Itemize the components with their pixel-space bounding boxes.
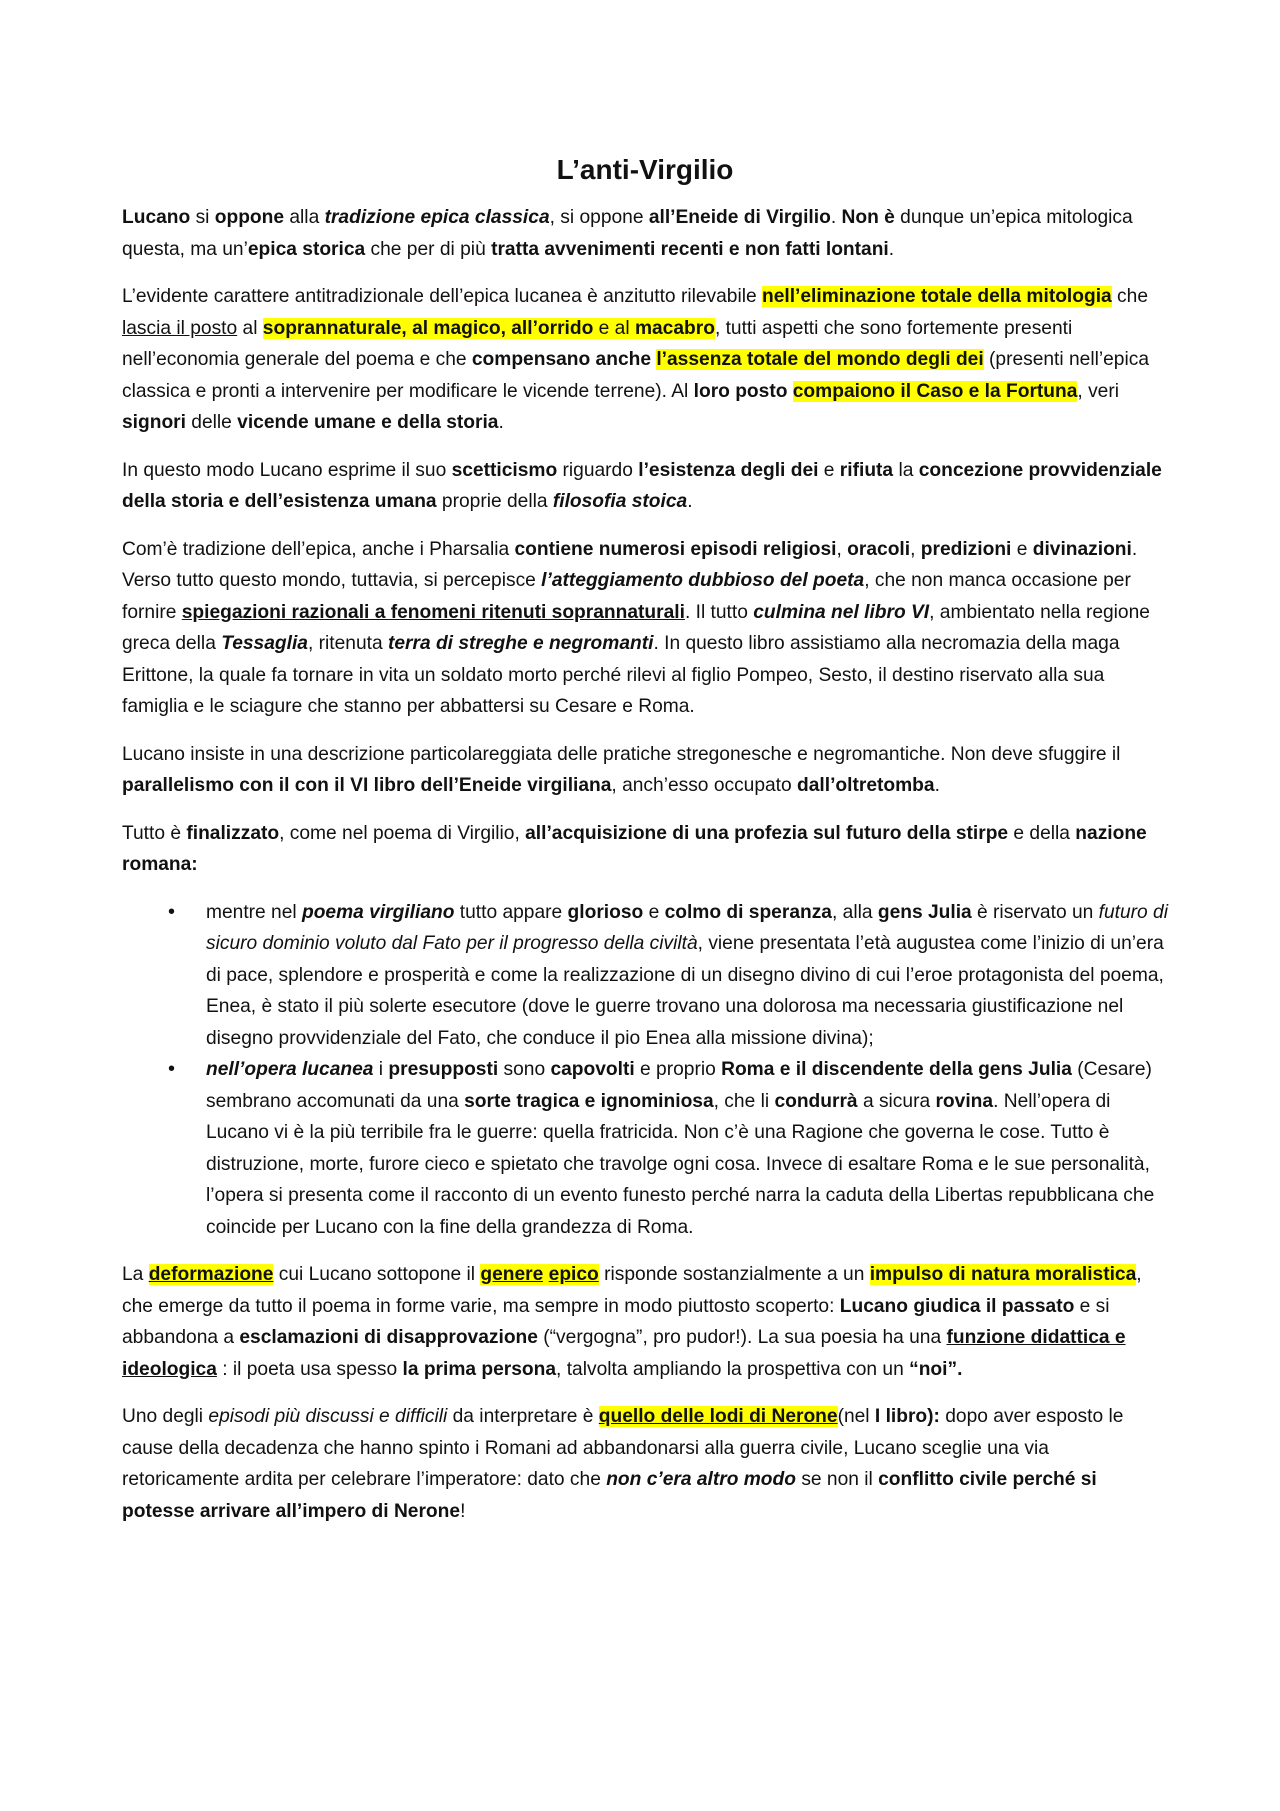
- paragraph-nero: [122, 1401, 1168, 1527]
- text-run: cui Lucano sottopone il: [273, 1264, 481, 1285]
- text-run: . In questo libro assistiamo alla necromazia della maga Erittone, la quale fa tornare in vita un soldato morto perché rilevi al figlio Pompeo, Sesto, il destino riservato alla sua famiglia e le sciagure che stanno per abbattersi su Cesare e Roma.: [122, 633, 1120, 717]
- text-run: l’esistenza degli dei: [638, 459, 819, 481]
- text-run: presupposti: [388, 1059, 499, 1080]
- text-run: all’Eneide di Virgilio: [648, 207, 831, 228]
- text-run: nazione romana:: [122, 822, 1147, 875]
- text-run: la: [893, 459, 919, 481]
- text-run: è riservato un: [971, 901, 1099, 923]
- text-run: dall’oltretomba: [797, 775, 935, 796]
- text-run: da interpretare è: [447, 1406, 599, 1427]
- text-run: a sicura: [857, 1090, 936, 1112]
- text-run: glorioso: [567, 901, 644, 923]
- text-run: contiene numerosi episodi religiosi: [514, 538, 837, 560]
- highlight: [593, 318, 635, 339]
- text-run: La: [122, 1264, 149, 1285]
- text-run: , alla: [831, 901, 878, 923]
- text-run: : il poeta usa spesso: [216, 1358, 403, 1380]
- highlight: [263, 318, 594, 339]
- text-run: all’acquisizione di una profezia sul futuro della stirpe: [525, 822, 1009, 844]
- paragraph-deformation: [122, 1259, 1168, 1385]
- text-run: la prima persona: [402, 1358, 557, 1380]
- paragraph-intro: [122, 202, 1168, 265]
- text-run: e: [818, 459, 840, 481]
- text-run: oppone: [214, 207, 285, 228]
- text-run: mentre nel: [206, 901, 302, 923]
- text-run: e proprio: [634, 1059, 722, 1080]
- text-run: colmo di speranza: [664, 901, 832, 923]
- text-run: che: [1111, 286, 1148, 307]
- text-run: . Verso tutto questo mondo, tuttavia, si percepisce: [122, 538, 1138, 591]
- text-run: , si oppone: [549, 207, 649, 228]
- text-run: che per di più: [365, 238, 492, 260]
- text-run: episodi più discussi e difficili: [208, 1406, 448, 1427]
- text-run: , veri: [1077, 380, 1120, 402]
- text-run: tratta avvenimenti recenti e non fatti lontani: [491, 238, 889, 260]
- document-page: [122, 150, 1168, 1543]
- text-run: (nel: [837, 1406, 875, 1427]
- comparison-list: [122, 897, 1168, 1244]
- highlight: [762, 286, 1112, 307]
- text-run: e si abbandona a: [122, 1295, 1110, 1348]
- text-run: futuro di sicuro dominio voluto dal Fato per il progresso della civiltà: [206, 901, 1168, 954]
- text-run: rovina: [935, 1090, 994, 1112]
- text-run: (Cesare) sembrano accomunati da una: [206, 1059, 1152, 1112]
- text-run: esclamazioni di disapprovazione: [239, 1327, 538, 1348]
- text-run: !: [460, 1500, 466, 1522]
- text-run: Uno degli: [122, 1406, 209, 1427]
- text-run: loro posto: [693, 380, 793, 402]
- text-run: e: [1011, 538, 1033, 560]
- text-run: riguardo: [557, 459, 639, 481]
- list-item-lucan: [206, 1054, 1168, 1243]
- paragraph-mythology: [122, 281, 1168, 439]
- highlight: [149, 1264, 274, 1285]
- text-run: gens Julia: [877, 901, 972, 923]
- text-run: concezione provvidenziale della storia e dell’esistenza umana: [122, 459, 1162, 512]
- text-run: . Nell’opera di Lucano vi è la più terribile fra le guerre: quella fratricida. Non c’è una Ragione che governa le cose. Tutto è distruzione, morte, furore cieco e spietato che travolge ogni cosa. Invece di esaltare Roma e le sue personalità, l’opera si presenta come il racconto di un evento funesto perché narra la caduta della Libertas repubblicana che coincide per Lucano con la fine della grandezza di Roma.: [206, 1090, 1155, 1238]
- text-run: si: [190, 207, 215, 228]
- text-run: divinazioni: [1032, 538, 1132, 560]
- text-run: soprannaturale, al magico, all’orrido: [262, 317, 594, 339]
- text-run: proprie della: [436, 491, 553, 512]
- text-run: Lucano insiste in una descrizione particolareggiata delle pratiche stregonesche e negromantiche. Non deve sfuggire il: [122, 743, 1121, 765]
- paragraph-skepticism: [122, 455, 1168, 518]
- text-run: epico: [548, 1264, 599, 1285]
- text-run: rifiuta: [839, 459, 894, 481]
- text-run: l’atteggiamento dubbioso del poeta: [541, 570, 865, 591]
- text-run: non c’era altro modo: [606, 1469, 796, 1490]
- text-run: sorte tragica e ignominiosa: [464, 1090, 714, 1112]
- highlight: [599, 1406, 838, 1427]
- text-run: conflitto civile perché si potesse arrivare all’impero di Nerone: [122, 1469, 1097, 1522]
- text-run: Roma e il discendente della gens Julia: [721, 1059, 1072, 1080]
- text-run: Non è: [841, 207, 895, 228]
- text-run: parallelismo con il con il VI libro dell’Eneide virgiliana: [122, 775, 612, 796]
- page-title: L’anti-Virgilio: [556, 154, 734, 185]
- text-run: ,: [910, 538, 921, 560]
- text-run: Tutto è: [122, 822, 187, 844]
- text-run: filosofia stoica: [552, 491, 688, 512]
- text-run: nell’eliminazione totale della mitologia: [762, 286, 1112, 307]
- text-run: Tessaglia: [221, 633, 308, 654]
- text-run: impulso di natura moralistica: [869, 1264, 1137, 1285]
- text-run: condurrà: [774, 1090, 858, 1112]
- highlight: [635, 318, 715, 339]
- text-run: funzione didattica e ideologica: [122, 1327, 1126, 1380]
- text-run: compaiono il Caso e la Fortuna: [792, 380, 1078, 402]
- text-run: macabro: [634, 317, 715, 339]
- text-run: tradizione epica classica: [324, 207, 550, 228]
- highlight: [793, 381, 1078, 402]
- text-run: al: [237, 317, 263, 339]
- text-run: ,: [836, 538, 848, 560]
- text-run: poema virgiliano: [301, 901, 455, 923]
- text-run: .: [830, 207, 842, 228]
- text-run: (presenti nell’epica classica e pronti a intervenire per modificare le vicende terrene). Al: [122, 349, 1149, 402]
- paragraph-divination: [122, 534, 1168, 723]
- text-run: delle: [185, 412, 238, 433]
- text-run: L’evidente carattere antitradizionale dell’epica lucanea è anzitutto rilevabile: [122, 286, 762, 307]
- text-run: terra di streghe e negromanti: [387, 633, 654, 654]
- text-run: dunque un’epica mitologica questa, ma un’: [122, 207, 1133, 260]
- list-item-virgil: [206, 897, 1168, 1055]
- text-run: , che emerge da tutto il poema in forme varie, ma sempre in modo piuttosto scoperto:: [122, 1264, 1142, 1317]
- text-run: quello delle lodi di Nerone: [598, 1406, 838, 1427]
- text-run: “noi”.: [909, 1358, 963, 1380]
- text-run: scetticismo: [451, 459, 558, 481]
- text-run: Lucano: [122, 207, 191, 228]
- text-run: e: [643, 901, 665, 923]
- text-run: signori: [122, 412, 186, 433]
- text-run: , viene presentata l’età augustea come l’inizio di un’era di pace, splendore e prosperità e come la realizzazione di un disegno divino di cui l’eroe protagonista del poema, Enea, è stato il più solerte esecutore (dove le guerre trovano una dolorosa ma necessaria giustificazione nel disegno provvidenziale del Fato, che conduce il pio Enea alla missione divina);: [206, 933, 1164, 1049]
- text-run: nell’opera lucanea: [206, 1059, 374, 1080]
- highlight: [480, 1264, 543, 1285]
- paragraph-practices: [122, 739, 1168, 802]
- text-run: finalizzato: [186, 822, 280, 844]
- text-run: Com’è tradizione dell’epica, anche i Pharsalia: [122, 538, 515, 560]
- text-run: oracoli: [847, 538, 911, 560]
- text-run: , tutti aspetti che sono fortemente presenti nell’economia generale del poema e che: [122, 317, 1073, 370]
- paragraph-prophecy: [122, 818, 1168, 881]
- text-run: epica storica: [247, 238, 366, 260]
- text-run: In questo modo Lucano esprime il suo: [122, 459, 452, 481]
- text-run: i: [373, 1059, 389, 1080]
- text-run: predizioni: [920, 538, 1012, 560]
- text-run: tutto appare: [454, 901, 568, 923]
- text-run: culmina nel libro VI: [753, 601, 930, 623]
- text-run: compensano anche: [471, 349, 657, 370]
- text-run: .: [687, 491, 693, 512]
- text-run: sono: [498, 1059, 551, 1080]
- text-run: e della: [1008, 822, 1076, 844]
- highlight: [870, 1264, 1137, 1285]
- text-run: , che non manca occasione per fornire: [122, 570, 1131, 623]
- text-run: deformazione: [148, 1264, 274, 1285]
- text-run: .: [934, 775, 940, 796]
- text-run: lascia il posto: [122, 317, 238, 339]
- text-run: , anch’esso occupato: [611, 775, 798, 796]
- text-run: I libro):: [874, 1406, 940, 1427]
- text-run: .: [498, 412, 504, 433]
- text-run: alla: [284, 207, 325, 228]
- text-run: spiegazioni razionali a fenomeni ritenuti soprannaturali: [181, 601, 685, 623]
- text-run: (“vergogna”, pro pudor!). La sua poesia ha una: [537, 1327, 947, 1348]
- text-run: , ritenuta: [307, 633, 388, 654]
- text-run: e al: [593, 317, 635, 339]
- highlight: [656, 349, 983, 370]
- text-run: , che li: [713, 1090, 775, 1112]
- text-run: Lucano giudica il passato: [839, 1295, 1075, 1317]
- text-run: genere: [480, 1264, 544, 1285]
- text-run: vicende umane e della storia: [237, 412, 499, 433]
- highlight: [549, 1264, 599, 1285]
- text-run: l’assenza totale del mondo degli dei: [656, 349, 984, 370]
- text-run: , ambientato nella regione greca della: [122, 601, 1150, 654]
- text-run: .: [888, 238, 895, 260]
- text-run: dopo aver esposto le cause della decadenza che hanno spinto i Romani ad abbandonarsi alla guerra civile, Lucano sceglie una via retoricamente ardita per celebrare l’imperatore: dato che: [122, 1406, 1124, 1490]
- text-run: se non il: [795, 1469, 879, 1490]
- text-run: capovolti: [550, 1059, 635, 1080]
- text-run: , talvolta ampliando la prospettiva con un: [556, 1358, 910, 1380]
- text-run: , come nel poema di Virgilio,: [279, 822, 526, 844]
- text-run: . Il tutto: [684, 601, 754, 623]
- text-run: risponde sostanzialmente a un: [598, 1264, 870, 1285]
